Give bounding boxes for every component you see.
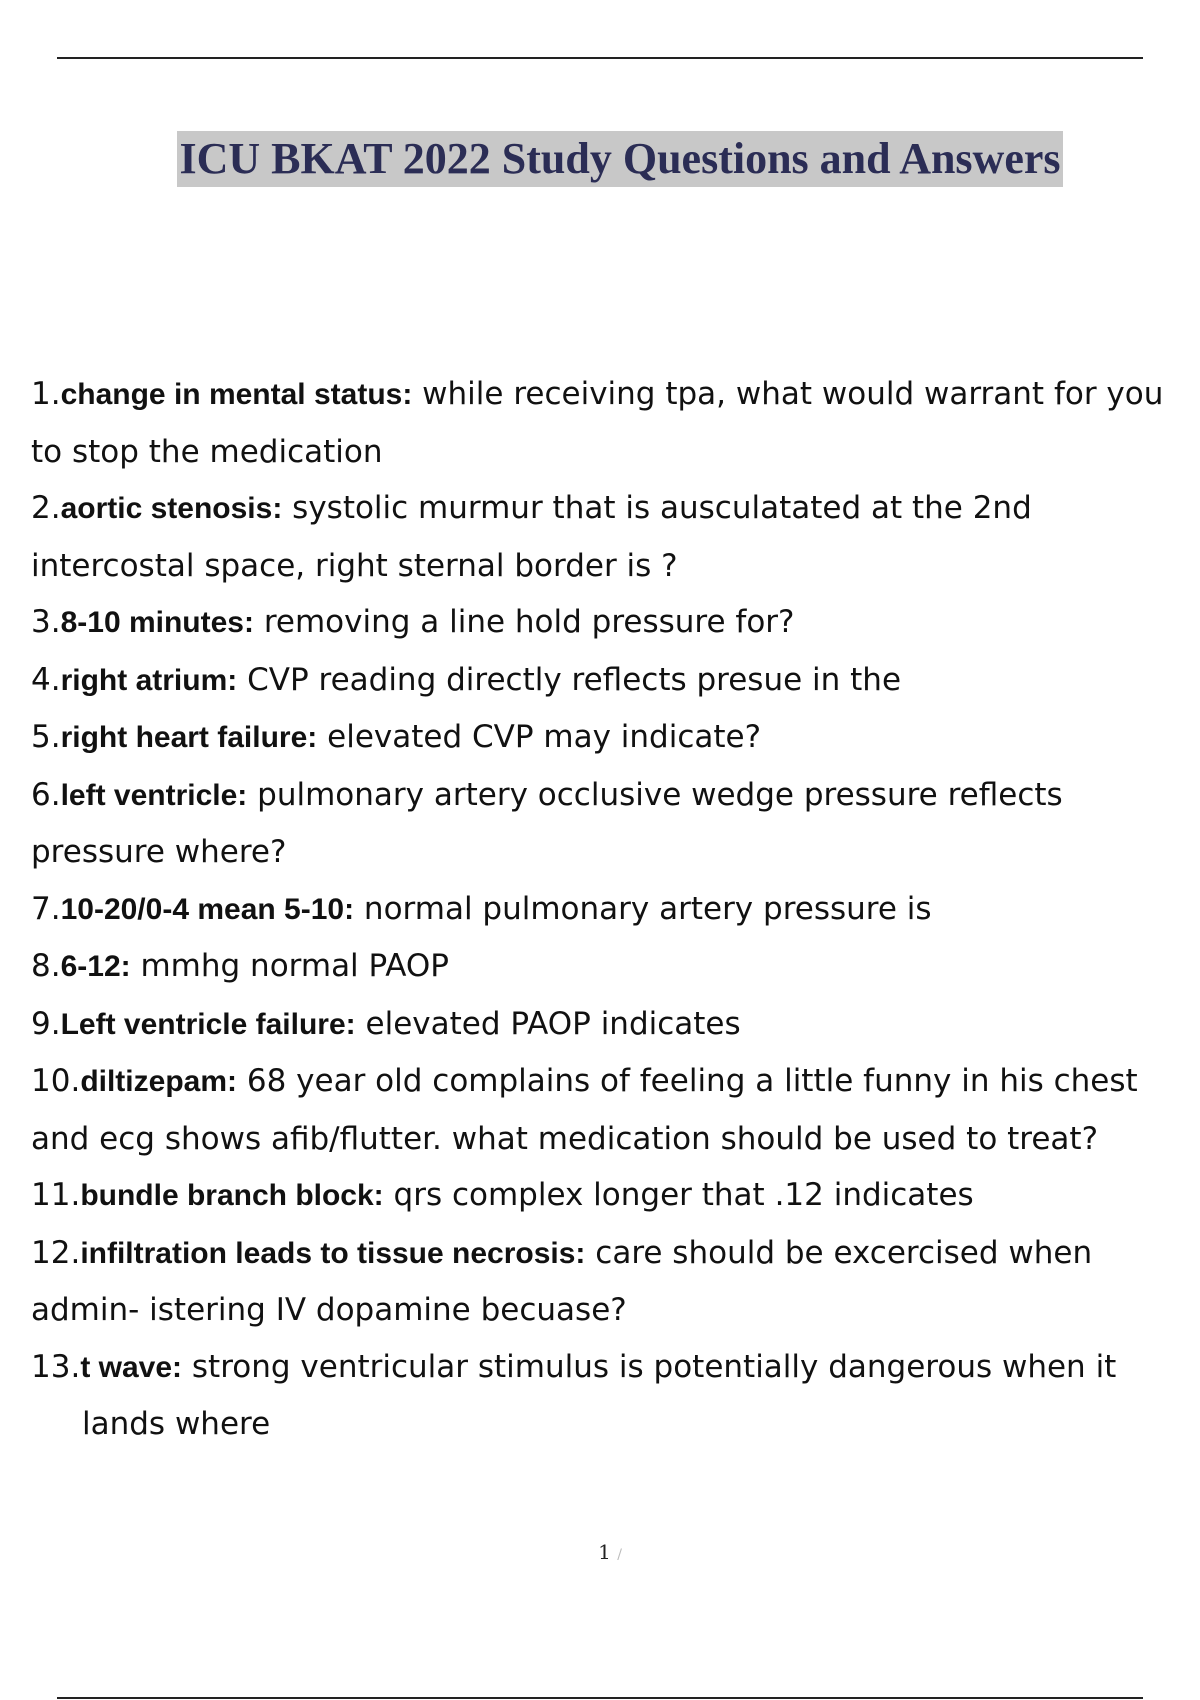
item-number: 7. (31, 890, 61, 927)
top-rule (57, 57, 1143, 59)
item-number: 4. (31, 661, 61, 698)
item-answer: 10-20/0-4 mean 5-10: (60, 892, 355, 926)
item-answer: diltizepam: (80, 1065, 237, 1098)
item-number: 13. (31, 1348, 81, 1385)
item-question: qrs complex longer that .12 indicates (383, 1177, 974, 1213)
item-question: elevated PAOP indicates (355, 1005, 741, 1042)
qa-item (31, 767, 1171, 881)
qa-item (31, 1225, 1171, 1339)
item-answer: infiltration leads to tissue necrosis: (80, 1236, 586, 1270)
qa-list (31, 366, 1171, 1453)
item-number: 10. (31, 1063, 81, 1099)
qa-item (31, 938, 1171, 996)
item-answer: t wave: (80, 1350, 183, 1384)
document-title: ICU BKAT 2022 Study Questions and Answers (177, 131, 1062, 187)
qa-item (31, 1339, 1171, 1453)
title-container (0, 131, 1200, 187)
item-question: systolic murmur that is ausculatated at the 2nd intercostal space, right sternal border is ? (31, 490, 1032, 584)
item-question: normal pulmonary artery pressure is (354, 890, 932, 927)
item-question: mmhg normal PAOP (130, 948, 449, 984)
item-answer: right atrium: (60, 663, 238, 697)
item-answer: Left ventricle failure: (60, 1007, 356, 1041)
item-number: 3. (31, 604, 61, 640)
item-question: 68 year old complains of feeling a little funny in his chest and ecg shows afib/flutter. what medication should be used to treat? (31, 1063, 1138, 1157)
item-number: 11. (31, 1177, 81, 1213)
item-number: 9. (31, 1005, 61, 1042)
item-question: strong ventricular stimulus is potentially dangerous when it lands where (82, 1348, 1117, 1442)
qa-item (31, 1167, 1171, 1225)
qa-item (31, 996, 1171, 1054)
page-number (0, 1540, 1200, 1564)
item-question: care should be excercised when admin- istering IV dopamine becuase? (31, 1234, 1093, 1328)
item-number: 2. (31, 490, 61, 526)
qa-item (31, 1053, 1171, 1167)
item-number: 8. (31, 948, 61, 984)
qa-item (31, 366, 1171, 480)
item-answer: bundle branch block: (80, 1179, 384, 1212)
item-question: removing a line hold pressure for? (253, 604, 795, 640)
item-number: 12. (31, 1234, 81, 1271)
bottom-rule (57, 1697, 1143, 1699)
item-answer: left ventricle: (60, 778, 248, 812)
item-answer: change in mental status: (60, 378, 413, 411)
item-number: 5. (31, 719, 61, 755)
item-number: 1. (31, 376, 61, 412)
qa-item (31, 652, 1171, 710)
qa-item (31, 709, 1171, 767)
page-number-value: 1 (598, 1540, 611, 1564)
qa-item (31, 594, 1171, 652)
item-question: pulmonary artery occlusive wedge pressure reflects pressure where? (31, 776, 1063, 870)
item-answer: right heart failure: (60, 721, 318, 754)
item-question: CVP reading directly reflects presue in the (237, 661, 902, 698)
item-number: 6. (31, 776, 61, 813)
item-question: elevated CVP may indicate? (317, 719, 762, 755)
item-question: while receiving tpa, what would warrant for you to stop the medication (31, 376, 1164, 470)
item-answer: aortic stenosis: (60, 492, 283, 525)
page-number-separator: / (617, 1547, 622, 1563)
item-answer: 8-10 minutes: (60, 606, 254, 639)
qa-item (31, 881, 1171, 939)
item-answer: 6-12: (60, 950, 131, 983)
qa-item (31, 480, 1171, 594)
